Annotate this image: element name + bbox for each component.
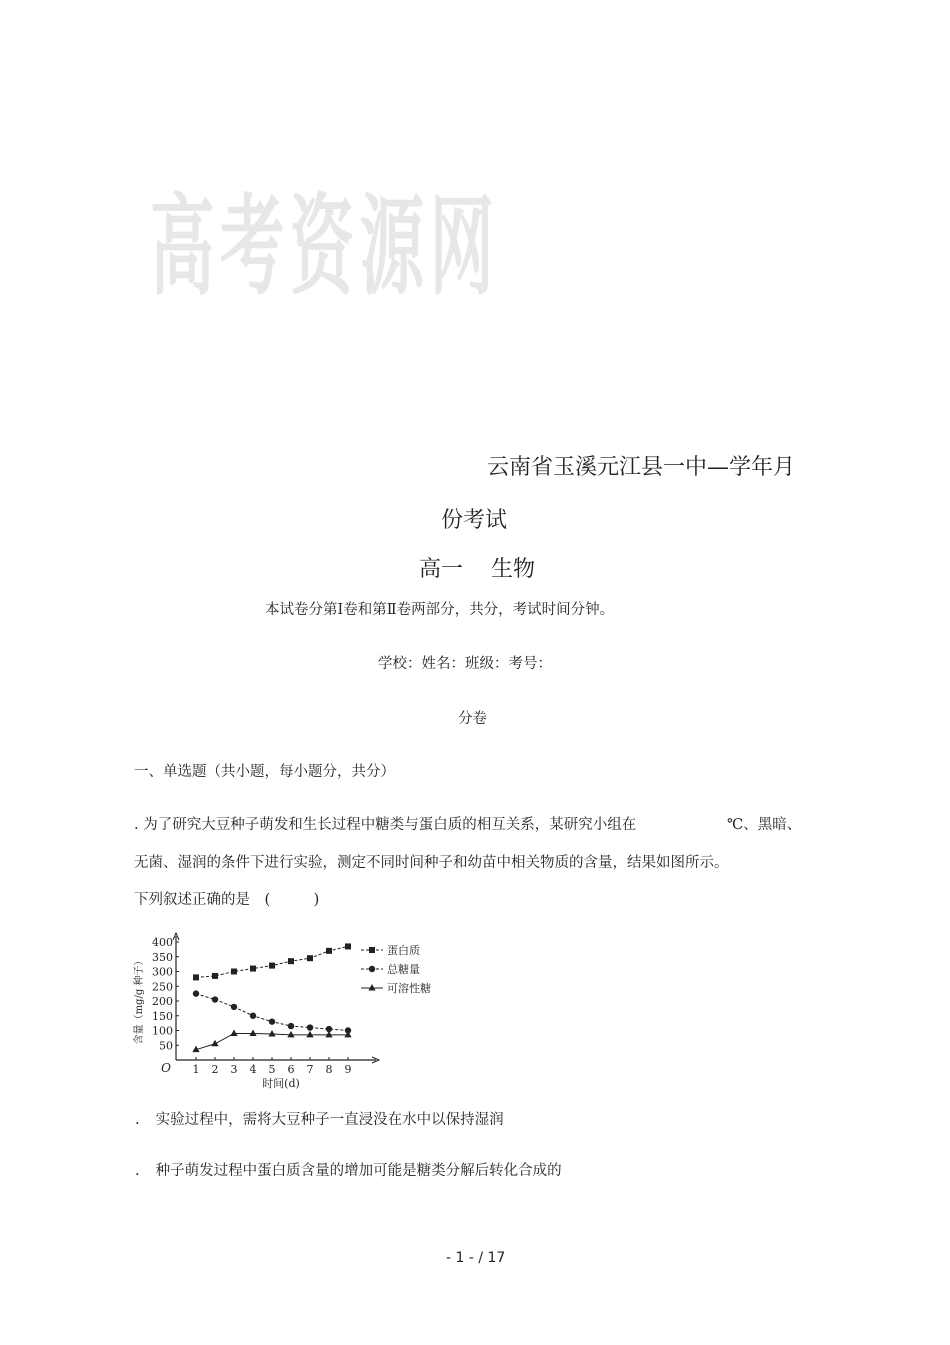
y-tick-label: 300 [152, 965, 173, 979]
data-point-series-3 [287, 1031, 294, 1038]
y-tick-label: 350 [152, 950, 173, 964]
y-axis-label: 含量（mg/g 种子） [134, 955, 145, 1045]
legend-label: 蛋白质 [387, 944, 420, 957]
origin-label: O [161, 1061, 171, 1075]
y-tick-label: 250 [152, 980, 173, 994]
data-point-series-1 [231, 969, 237, 975]
data-point-series-2 [212, 996, 218, 1002]
series-line-2 [196, 994, 348, 1031]
legend-marker [369, 966, 375, 972]
x-axis-label: 时间(d) [262, 1077, 300, 1090]
data-point-series-3 [211, 1040, 218, 1047]
y-tick-label: 200 [152, 995, 173, 1008]
data-point-series-2 [269, 1018, 275, 1024]
data-point-series-2 [193, 990, 199, 996]
part-label: 分卷 [458, 711, 487, 727]
x-tick-label: 7 [306, 1063, 314, 1076]
option-a[interactable] [135, 1108, 504, 1129]
data-point-series-3 [306, 1031, 313, 1038]
option-b-marker: . [135, 1163, 140, 1179]
legend-marker [369, 947, 375, 953]
line-chart [128, 930, 448, 1090]
data-point-series-1 [212, 973, 218, 979]
data-point-series-2 [307, 1024, 313, 1030]
x-tick-label: 4 [249, 1063, 257, 1076]
data-point-series-3 [230, 1029, 237, 1036]
x-tick-label: 8 [325, 1063, 333, 1076]
data-point-series-3 [325, 1031, 332, 1038]
x-tick-label: 1 [192, 1063, 200, 1076]
data-point-series-2 [250, 1013, 256, 1019]
x-tick-label: 6 [287, 1063, 295, 1076]
x-tick-label: 2 [211, 1063, 219, 1076]
data-point-series-1 [288, 958, 294, 964]
question-line-2: 无菌、湿润的条件下进行实验，测定不同时间种子和幼苗中相关物质的含量，结果如图所示。 [134, 855, 729, 871]
exam-title-line2: 份考试 [441, 508, 508, 533]
page-number: - 1 - / 17 [446, 1250, 506, 1266]
x-tick-label: 9 [344, 1063, 352, 1076]
question-line-1-tail: ℃、黑暗、 [727, 817, 802, 833]
x-tick-label: 3 [230, 1063, 238, 1076]
student-info: 学校：姓名：班级：考号： [378, 656, 552, 672]
data-point-series-3 [249, 1029, 256, 1036]
grade-label: 高一 [419, 557, 464, 582]
option-b[interactable] [135, 1159, 562, 1180]
data-point-series-2 [231, 1004, 237, 1010]
question-line-3: 下列叙述正确的是 ( ) [134, 892, 320, 908]
data-point-series-1 [250, 966, 256, 972]
option-a-text: 实验过程中，需将大豆种子一直浸没在水中以保持湿润 [155, 1112, 504, 1128]
watermark: 高考资源网 [150, 181, 500, 311]
section-title: 一、单选题（共小题，每小题分，共分） [134, 764, 395, 780]
question-line-1: . 为了研究大豆种子萌发和生长过程中糖类与蛋白质的相互关系，某研究小组在 [134, 817, 637, 833]
y-tick-label: 400 [152, 936, 173, 949]
data-point-series-1 [193, 974, 199, 980]
grade-subject [419, 552, 535, 583]
data-point-series-1 [345, 943, 351, 949]
legend-label: 可溶性糖 [387, 982, 431, 995]
y-tick-label: 100 [152, 1024, 173, 1038]
subject-label: 生物 [491, 557, 536, 582]
data-point-series-1 [269, 963, 275, 969]
y-tick-label: 50 [159, 1039, 173, 1053]
option-b-text: 种子萌发过程中蛋白质含量的增加可能是糖类分解后转化合成的 [155, 1163, 562, 1179]
legend-marker [368, 984, 375, 991]
series-line-1 [196, 946, 348, 977]
option-a-marker: . [135, 1112, 140, 1128]
legend-label: 总糖量 [387, 963, 420, 976]
data-point-series-1 [326, 948, 332, 954]
x-tick-label: 5 [268, 1063, 276, 1076]
data-point-series-3 [268, 1030, 275, 1037]
data-point-series-1 [307, 955, 313, 961]
y-tick-label: 150 [152, 1009, 173, 1023]
exam-instructions: 本试卷分第Ⅰ卷和第Ⅱ卷两部分，共分，考试时间分钟。 [265, 602, 615, 618]
exam-title-line1: 云南省玉溪元江县一中—学年月 [487, 455, 796, 480]
data-point-series-2 [288, 1023, 294, 1029]
